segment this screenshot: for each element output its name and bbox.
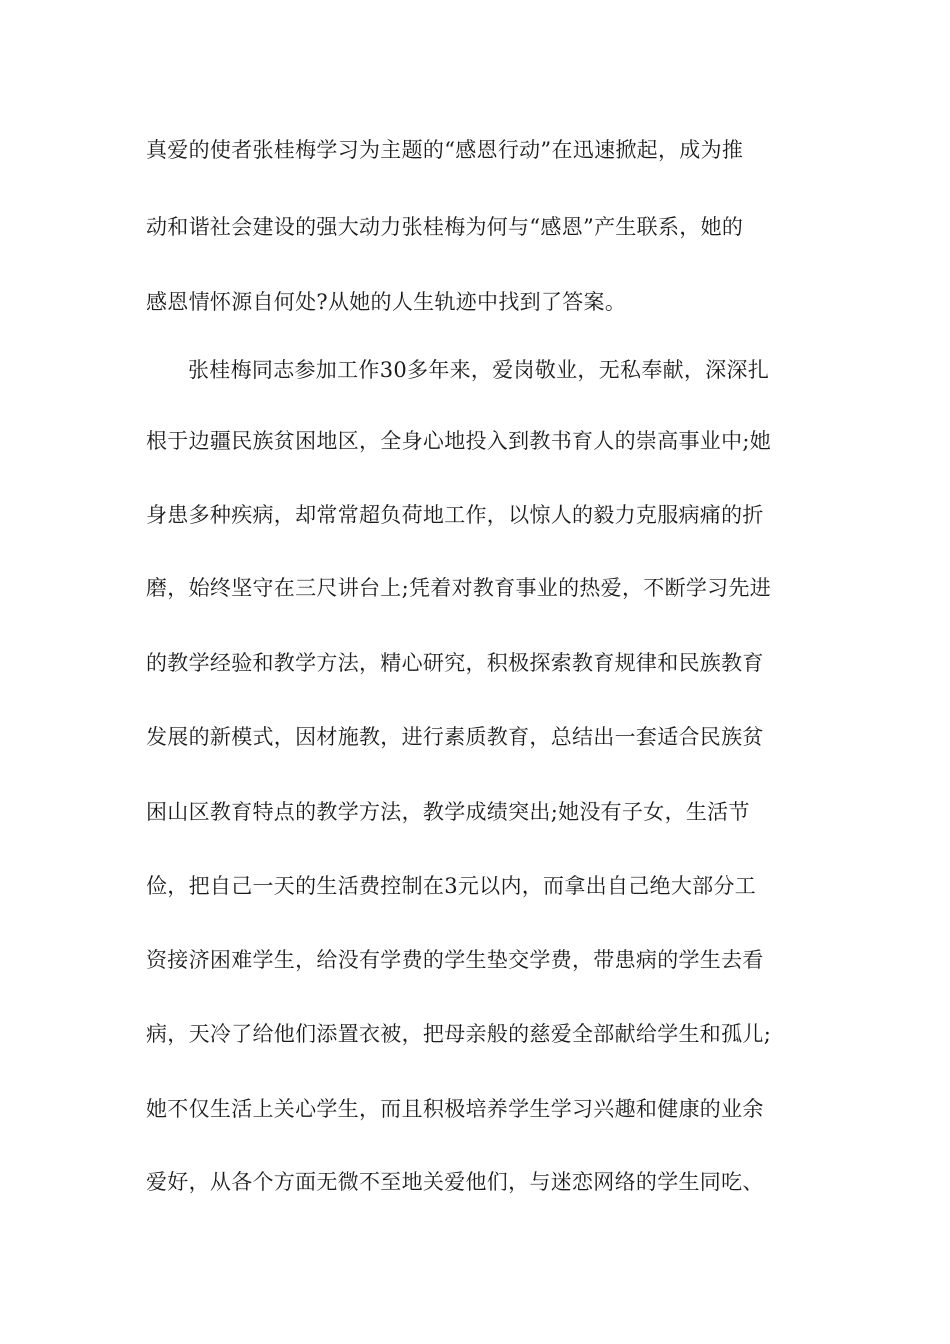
text-line: 的教学经验和教学方法，精心研究，积极探索教育规律和民族教育 xyxy=(146,651,764,675)
text-line: 病，天冷了给他们添置衣被，把母亲般的慈爱全部献给学生和孤儿; xyxy=(146,1022,772,1046)
text-line: 资接济困难学生，给没有学费的学生垫交学费，带患病的学生去看 xyxy=(146,948,764,972)
text-line: 爱好，从各个方面无微不至地关爱他们，与迷恋网络的学生同吃、 xyxy=(146,1170,764,1194)
paragraph-first-line: 张桂梅同志参加工作30多年来，爱岗敬业，无私奉献，深深扎 xyxy=(188,358,770,382)
text-line: 根于边疆民族贫困地区，全身心地投入到教书育人的崇高事业中;她 xyxy=(146,429,772,453)
text-line: 俭，把自己一天的生活费控制在3元以内，而拿出自己绝大部分工 xyxy=(146,874,757,898)
text-line: 磨，始终坚守在三尺讲台上;凭着对教育事业的热爱，不断学习先进 xyxy=(146,576,772,600)
text-line: 感恩情怀源自何处?从她的人生轨迹中找到了答案。 xyxy=(146,290,627,314)
text-line: 动和谐社会建设的强大动力张桂梅为何与“感恩”产生联系，她的 xyxy=(146,215,744,239)
text-line: 她不仅生活上关心学生，而且积极培养学生学习兴趣和健康的业余 xyxy=(146,1097,764,1121)
text-line: 发展的新模式，因材施教，进行素质教育，总结出一套适合民族贫 xyxy=(146,725,764,749)
text-line: 真爱的使者张桂梅学习为主题的“感恩行动”在迅速掀起，成为推 xyxy=(146,138,744,162)
text-line: 困山区教育特点的教学方法，教学成绩突出;她没有子女，生活节 xyxy=(146,800,750,824)
text-line: 身患多种疾病，却常常超负荷地工作，以惊人的毅力克服病痛的折 xyxy=(146,503,764,527)
